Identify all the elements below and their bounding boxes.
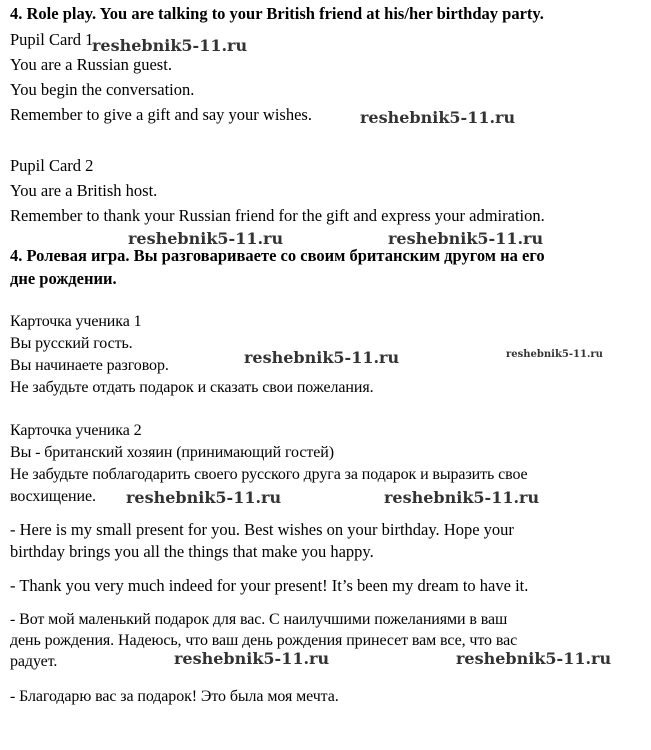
dialogue-ru-line1a: - Вот мой маленький подарок для вас. С наилучшими пожеланиями в ваш [10,611,508,628]
watermark: reshebnik5-11.ru [126,488,282,507]
english-card1-line2: You begin the conversation. [10,80,195,99]
dialogue-ru-line1b: день рождения. Надеюсь, что ваш день рождения принесет вам все, что вас [10,632,518,649]
dialogue-en-line2: - Thank you very much indeed for your present! It’s been my dream to have it. [10,576,529,595]
russian-card1-title: Карточка ученика 1 [10,313,142,330]
watermark: reshebnik5-11.ru [174,649,330,668]
russian-card2-line2: Не забудьте поблагодарить своего русского друга за подарок и выразить свое [10,466,528,483]
dialogue-ru-line2: - Благодарю вас за подарок! Это была моя мечта. [10,688,339,705]
russian-card1-line2: Вы начинаете разговор. [10,357,169,374]
russian-card1-line3: Не забудьте отдать подарок и сказать свои пожелания. [10,379,374,396]
english-card1-line1: You are a Russian guest. [10,55,172,74]
watermark: reshebnik5-11.ru [384,488,540,507]
watermark: reshebnik5-11.ru [360,108,516,127]
dialogue-en-line1a: - Here is my small present for you. Best wishes on your birthday. Hope your [10,520,514,539]
watermark: reshebnik5-11.ru [244,348,400,367]
english-card2-title: Pupil Card 2 [10,156,94,175]
russian-heading-line1: 4. Ролевая игра. Вы разговариваете со своим британским другом на его [10,246,545,265]
russian-card2-title: Карточка ученика 2 [10,422,142,439]
watermark: reshebnik5-11.ru [92,36,248,55]
english-heading: 4. Role play. You are talking to your British friend at his/her birthday party. [10,4,544,23]
russian-card2-line1: Вы - британский хозяин (принимающий гостей) [10,444,334,461]
english-card1-title: Pupil Card 1 [10,30,94,49]
dialogue-en-line1b: birthday brings you all the things that make you happy. [10,542,374,561]
english-card2-line2: Remember to thank your Russian friend for the gift and express your admiration. [10,206,545,225]
watermark: reshebnik5-11.ru [506,349,603,360]
russian-card1-line1: Вы русский гость. [10,335,133,352]
dialogue-ru-line1c: радует. [10,653,58,670]
english-card1-line3: Remember to give a gift and say your wishes. [10,105,312,124]
watermark: reshebnik5-11.ru [456,649,612,668]
russian-heading-line2: дне рождении. [10,269,117,288]
watermark: reshebnik5-11.ru [128,229,284,248]
watermark: reshebnik5-11.ru [388,229,544,248]
english-card2-line1: You are a British host. [10,181,158,200]
russian-card2-line3: восхищение. [10,488,96,505]
